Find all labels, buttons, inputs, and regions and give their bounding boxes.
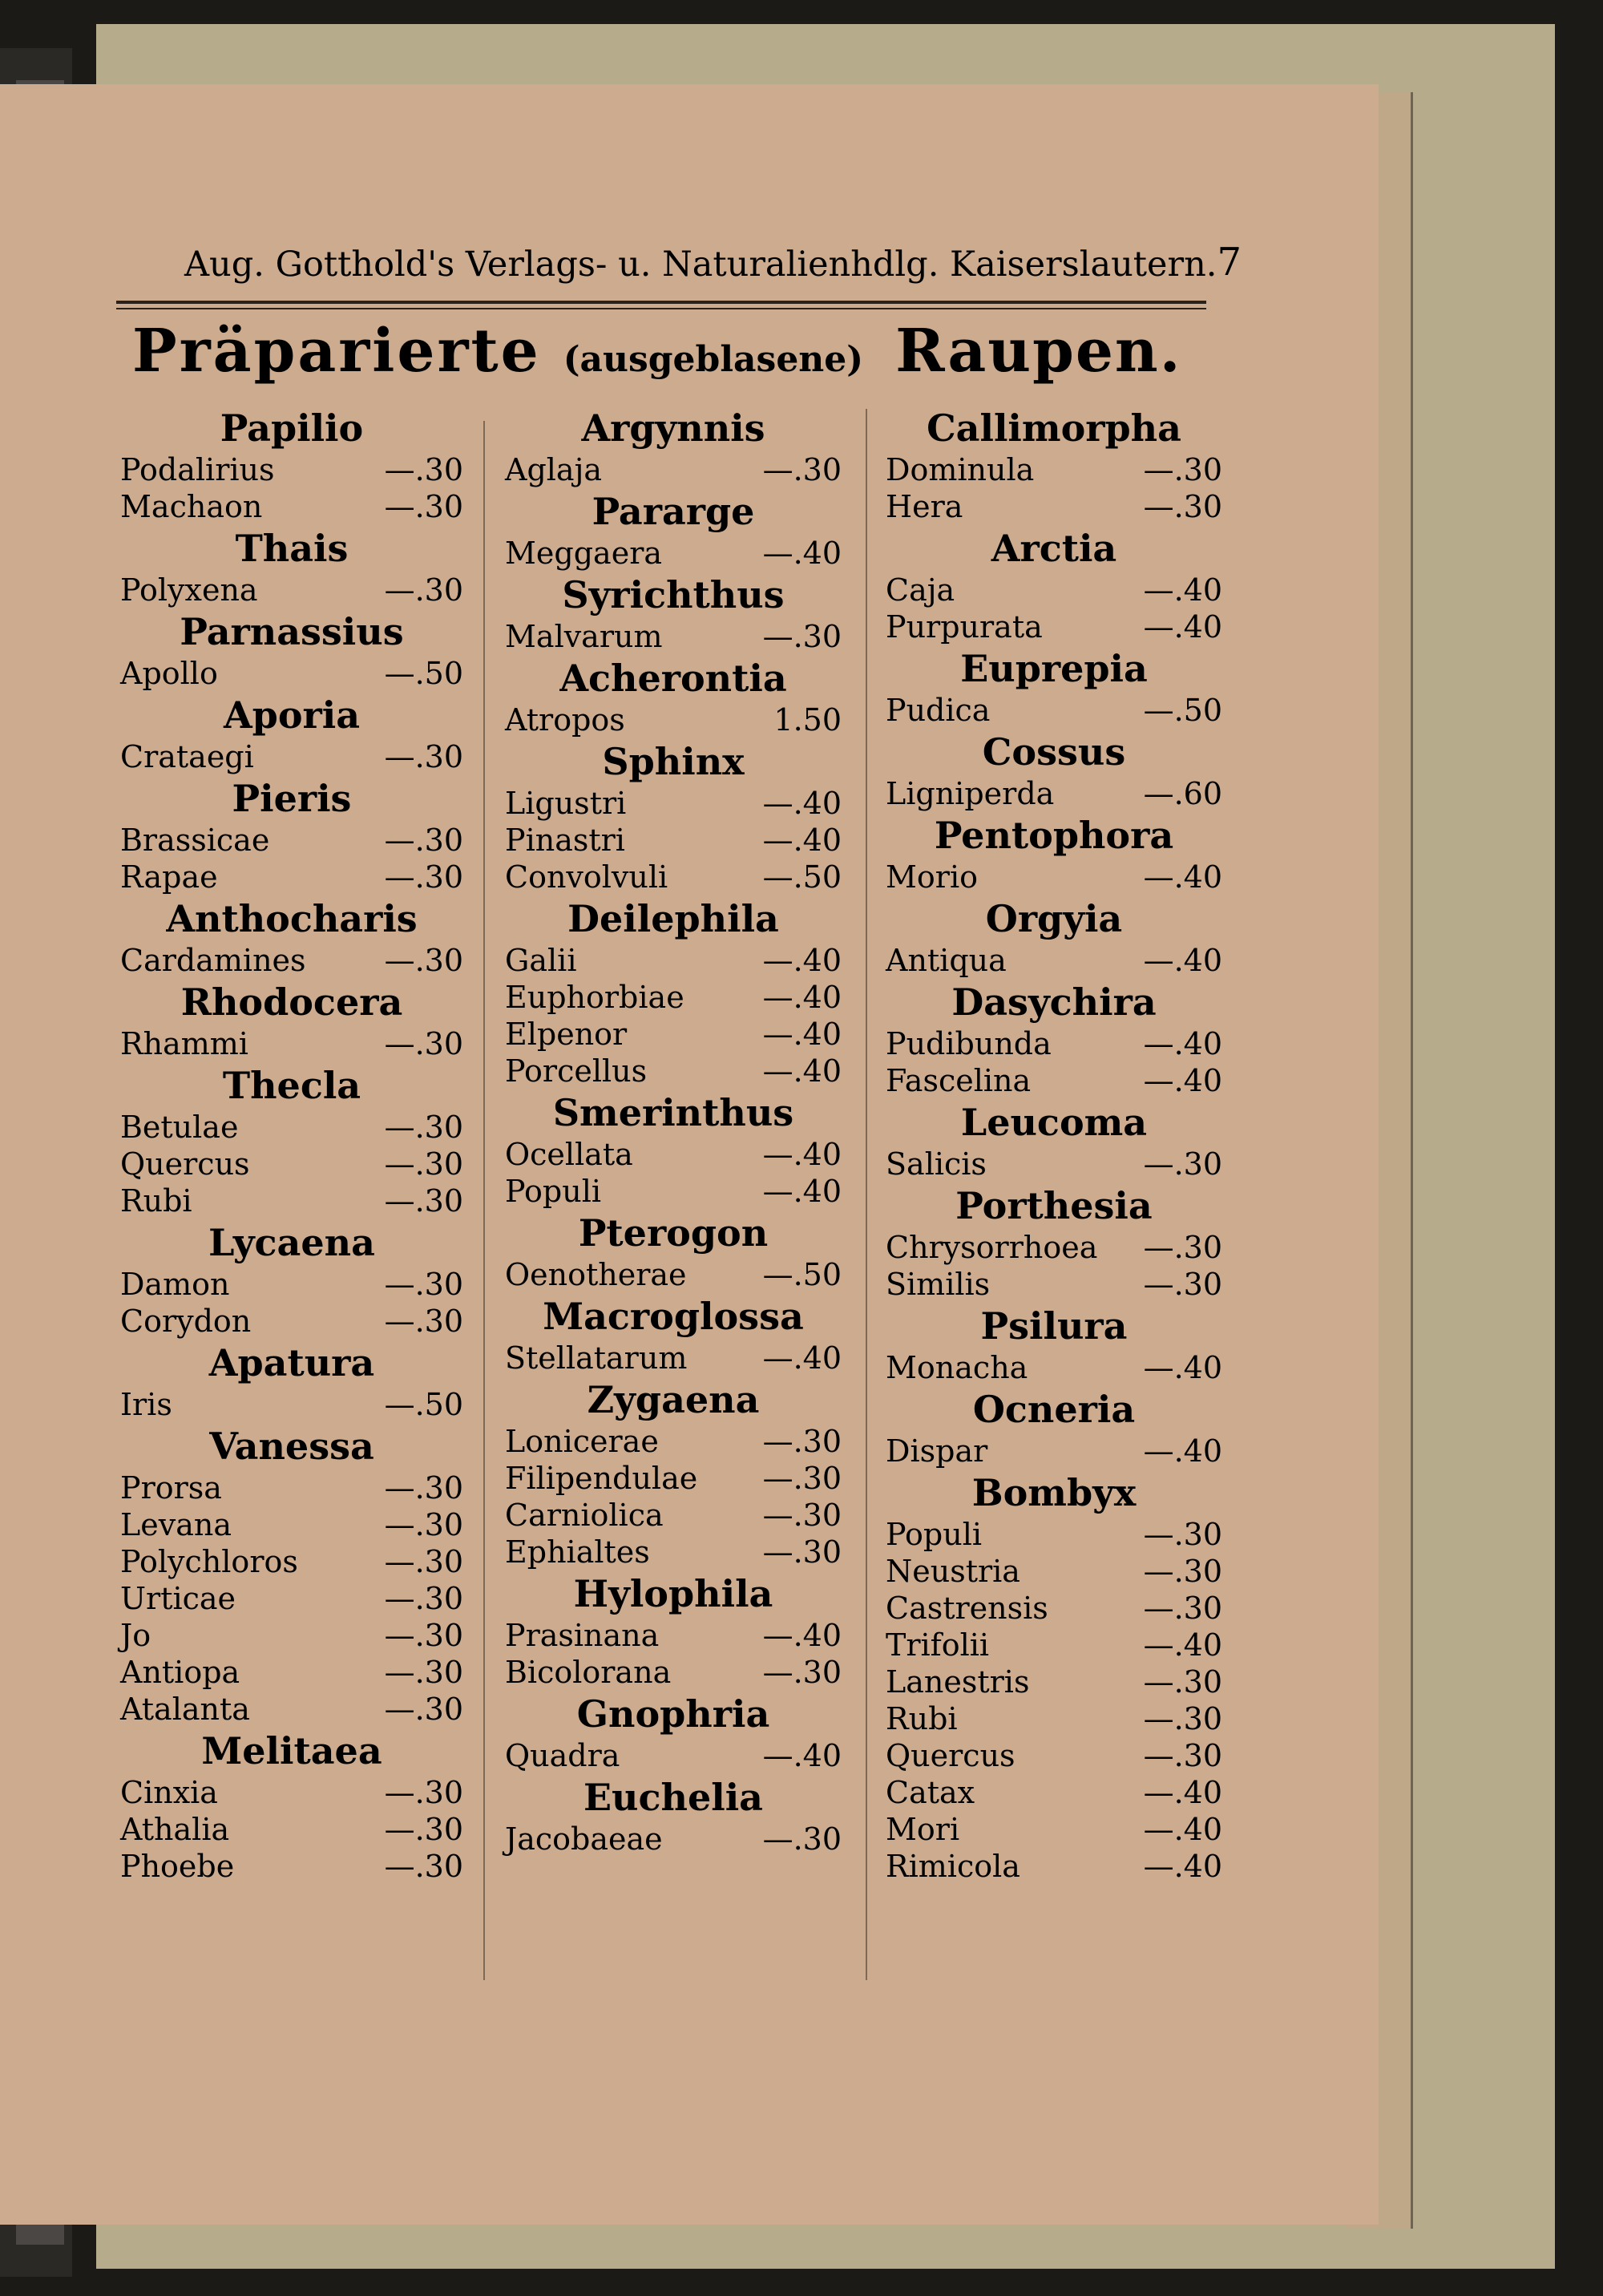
species-row	[120, 1654, 463, 1691]
species-name: Trifolii	[886, 1627, 990, 1663]
species-row	[886, 942, 1222, 979]
species-row	[120, 1386, 463, 1423]
species-row	[120, 1109, 463, 1146]
species-row	[120, 1811, 463, 1848]
species-row	[886, 451, 1222, 488]
species-name: Hera	[886, 489, 963, 524]
species-name: Fascelina	[886, 1063, 1032, 1098]
species-price: —.30	[384, 1849, 463, 1884]
species-name: Rhammi	[120, 1026, 248, 1061]
species-price: —.40	[1143, 943, 1222, 978]
species-name: Catax	[886, 1775, 975, 1810]
title-main: Präparierte	[132, 317, 541, 386]
species-row	[886, 1774, 1222, 1811]
genus-heading: Hylophila	[573, 1572, 773, 1615]
species-price: —.30	[384, 1775, 463, 1810]
species-row	[120, 1543, 463, 1580]
species-price: —.40	[1143, 859, 1222, 895]
species-price: —.40	[1143, 1063, 1222, 1098]
species-price: —.30	[384, 1692, 463, 1727]
species-price: —.30	[384, 1026, 463, 1061]
species-name: Cinxia	[120, 1775, 218, 1810]
genus-heading: Anthocharis	[166, 897, 418, 940]
species-price: —.40	[1143, 1627, 1222, 1663]
species-row	[505, 785, 842, 822]
species-name: Quercus	[886, 1738, 1016, 1773]
genus-heading: Parnassius	[180, 610, 404, 653]
species-price: —.30	[384, 1183, 463, 1219]
species-row	[886, 775, 1222, 812]
species-row	[505, 701, 842, 738]
species-row	[505, 979, 842, 1016]
species-name: Carniolica	[505, 1498, 664, 1533]
species-name: Atropos	[505, 702, 625, 738]
species-price: —.40	[1143, 572, 1222, 608]
species-row	[886, 1737, 1222, 1774]
species-row	[886, 1700, 1222, 1737]
price-column-1	[120, 405, 463, 1885]
genus-heading: Argynnis	[581, 406, 765, 450]
species-price: —.30	[762, 1821, 842, 1857]
genus-heading: Euchelia	[583, 1776, 763, 1819]
species-name: Cardamines	[120, 943, 306, 978]
species-name: Aglaja	[505, 452, 603, 487]
species-price: —.30	[762, 452, 842, 487]
species-name: Populi	[886, 1517, 983, 1552]
species-price: —.40	[762, 943, 842, 978]
species-name: Elpenor	[505, 1017, 628, 1052]
species-name: Urticae	[120, 1581, 236, 1616]
species-row	[120, 655, 463, 692]
running-header	[184, 236, 1242, 285]
species-name: Ligustri	[505, 786, 627, 821]
species-price: —.40	[762, 1017, 842, 1052]
species-name: Jo	[120, 1618, 151, 1653]
species-price: —.30	[384, 1267, 463, 1302]
genus-heading: Rhodocera	[180, 980, 403, 1024]
species-name: Betulae	[120, 1110, 239, 1145]
species-row	[120, 1580, 463, 1617]
species-price: —.50	[762, 859, 842, 895]
species-price: —.30	[762, 1424, 842, 1459]
column-divider	[483, 421, 485, 1980]
species-name: Castrensis	[886, 1591, 1048, 1626]
species-price: —.50	[1143, 693, 1222, 728]
species-name: Crataegi	[120, 739, 254, 774]
species-price: —.30	[762, 1461, 842, 1496]
species-name: Athalia	[120, 1812, 230, 1847]
species-price: —.30	[384, 1618, 463, 1653]
species-price: —.30	[1143, 1554, 1222, 1589]
species-price: —.40	[1143, 1433, 1222, 1469]
species-row	[505, 1173, 842, 1210]
species-name: Euphorbiae	[505, 980, 684, 1015]
genus-heading: Bombyx	[971, 1471, 1137, 1514]
species-row	[886, 1349, 1222, 1386]
species-row	[505, 1423, 842, 1460]
species-row	[886, 1627, 1222, 1663]
genus-heading: Pterogon	[578, 1211, 769, 1255]
species-price: —.30	[384, 1581, 463, 1616]
species-row	[120, 1774, 463, 1811]
species-name: Populi	[505, 1174, 602, 1209]
species-price: —.30	[1143, 1517, 1222, 1552]
species-row	[505, 859, 842, 895]
species-name: Bicolorana	[505, 1655, 672, 1690]
genus-heading: Leucoma	[960, 1101, 1148, 1144]
species-row	[886, 1229, 1222, 1266]
species-name: Phoebe	[120, 1849, 235, 1884]
species-price: —.30	[1143, 489, 1222, 524]
species-name: Rimicola	[886, 1849, 1020, 1884]
genus-heading: Deilephila	[567, 897, 779, 940]
species-row	[886, 1433, 1222, 1469]
genus-heading: Sphinx	[602, 740, 745, 783]
species-price: —.30	[384, 1110, 463, 1145]
species-name: Chrysorrhoea	[886, 1230, 1098, 1265]
genus-heading: Aporia	[223, 693, 361, 737]
species-name: Lonicerae	[505, 1424, 659, 1459]
species-price: —.30	[762, 1498, 842, 1533]
species-price: —.30	[384, 823, 463, 858]
species-row	[886, 488, 1222, 525]
species-name: Damon	[120, 1267, 230, 1302]
species-row	[120, 1303, 463, 1340]
title-sub: (ausgeblasene)	[563, 339, 864, 380]
species-row	[505, 822, 842, 859]
genus-heading: Gnophria	[576, 1692, 770, 1736]
species-name: Convolvuli	[505, 859, 668, 895]
species-row	[505, 1460, 842, 1497]
species-price: —.30	[384, 943, 463, 978]
species-row	[120, 1691, 463, 1728]
genus-heading: Dasychira	[951, 980, 1157, 1024]
species-name: Dominula	[886, 452, 1035, 487]
species-row	[120, 738, 463, 775]
species-row	[505, 451, 842, 488]
species-name: Antiopa	[120, 1655, 240, 1690]
genus-heading: Apatura	[208, 1341, 375, 1384]
species-price: —.50	[384, 656, 463, 691]
genus-heading: Lycaena	[208, 1221, 375, 1264]
species-price: —.40	[762, 786, 842, 821]
species-row	[886, 1146, 1222, 1182]
species-name: Pudibunda	[886, 1026, 1052, 1061]
species-name: Rubi	[120, 1183, 192, 1219]
species-name: Jacobaeae	[505, 1821, 663, 1857]
species-row	[120, 942, 463, 979]
species-price: —.40	[1143, 609, 1222, 645]
species-price: —.40	[762, 1137, 842, 1172]
genus-heading: Callimorpha	[927, 406, 1181, 450]
species-name: Oenotherae	[505, 1257, 687, 1292]
species-name: Porcellus	[505, 1053, 648, 1089]
genus-heading: Smerinthus	[552, 1091, 794, 1134]
species-price: —.40	[1143, 1026, 1222, 1061]
genus-heading: Pentophora	[934, 814, 1174, 857]
species-name: Rubi	[886, 1701, 958, 1736]
species-price: —.60	[1143, 776, 1222, 811]
species-row	[505, 618, 842, 655]
species-row	[886, 1848, 1222, 1885]
species-row	[505, 1256, 842, 1293]
species-row	[886, 1663, 1222, 1700]
species-price: —.30	[1143, 1738, 1222, 1773]
species-name: Neustria	[886, 1554, 1020, 1589]
species-price: —.30	[384, 1655, 463, 1690]
species-name: Pudica	[886, 693, 991, 728]
species-name: Monacha	[886, 1350, 1028, 1385]
species-price: —.30	[384, 452, 463, 487]
species-row	[505, 1737, 842, 1774]
species-price: —.30	[384, 572, 463, 608]
genus-heading: Orgyia	[985, 897, 1123, 940]
species-row	[505, 1136, 842, 1173]
species-price: —.30	[1143, 1267, 1222, 1302]
species-row	[886, 572, 1222, 608]
species-row	[886, 1811, 1222, 1848]
species-price: —.30	[1143, 1146, 1222, 1182]
species-name: Quercus	[120, 1146, 250, 1182]
page-title	[132, 317, 1230, 405]
species-row	[120, 1025, 463, 1062]
genus-heading: Melitaea	[201, 1729, 382, 1773]
species-price: —.40	[762, 823, 842, 858]
species-row	[120, 1266, 463, 1303]
species-name: Polychloros	[120, 1544, 298, 1579]
species-row	[505, 942, 842, 979]
genus-heading: Pieris	[232, 777, 352, 820]
species-price: —.40	[1143, 1849, 1222, 1884]
genus-heading: Arctia	[991, 527, 1117, 570]
species-row	[120, 451, 463, 488]
species-name: Podalirius	[120, 452, 275, 487]
species-price: —.30	[762, 619, 842, 654]
species-name: Rapae	[120, 859, 218, 895]
genus-heading: Papilio	[220, 406, 364, 450]
price-column-2	[505, 405, 842, 1857]
species-row	[505, 1016, 842, 1053]
species-name: Malvarum	[505, 619, 663, 654]
species-name: Prorsa	[120, 1470, 222, 1506]
species-name: Ocellata	[505, 1137, 633, 1172]
genus-heading: Euprepia	[960, 647, 1148, 690]
species-row	[886, 1025, 1222, 1062]
species-price: —.40	[762, 980, 842, 1015]
species-price: —.40	[762, 1174, 842, 1209]
species-row	[120, 822, 463, 859]
species-price: 1.50	[773, 702, 842, 738]
species-price: —.30	[762, 1534, 842, 1570]
title-end: Raupen.	[895, 317, 1182, 386]
genus-heading: Acherontia	[559, 657, 787, 700]
species-name: Stellatarum	[505, 1340, 688, 1376]
species-price: —.30	[384, 859, 463, 895]
species-name: Polyxena	[120, 572, 258, 608]
species-row	[886, 608, 1222, 645]
genus-heading: Zygaena	[587, 1378, 760, 1421]
species-price: —.30	[1143, 1701, 1222, 1736]
species-row	[886, 692, 1222, 729]
species-price: —.30	[384, 739, 463, 774]
species-name: Similis	[886, 1267, 991, 1302]
species-name: Meggaera	[505, 536, 663, 571]
genus-heading: Thecla	[222, 1064, 361, 1107]
species-price: —.40	[762, 1738, 842, 1773]
species-price: —.40	[762, 1618, 842, 1653]
species-price: —.30	[384, 1304, 463, 1339]
species-row	[505, 535, 842, 572]
species-price: —.30	[384, 1812, 463, 1847]
species-row	[505, 1053, 842, 1089]
species-name: Pinastri	[505, 823, 625, 858]
species-name: Machaon	[120, 489, 263, 524]
genus-heading: Cossus	[982, 730, 1126, 774]
species-name: Lanestris	[886, 1664, 1030, 1700]
species-name: Dispar	[886, 1433, 988, 1469]
species-price: —.30	[1143, 1664, 1222, 1700]
genus-heading: Syrichthus	[562, 573, 785, 616]
species-row	[886, 859, 1222, 895]
species-price: —.30	[384, 1544, 463, 1579]
species-price: —.30	[384, 1146, 463, 1182]
species-name: Quadra	[505, 1738, 620, 1773]
species-row	[505, 1340, 842, 1376]
species-name: Brassicae	[120, 823, 270, 858]
genus-heading: Macroglossa	[543, 1295, 804, 1338]
species-price: —.30	[762, 1655, 842, 1690]
species-row	[120, 1506, 463, 1543]
species-price: —.50	[384, 1387, 463, 1422]
genus-heading: Psilura	[980, 1304, 1128, 1348]
species-price: —.30	[1143, 1230, 1222, 1265]
species-name: Mori	[886, 1812, 960, 1847]
species-name: Corydon	[120, 1304, 252, 1339]
species-price: —.30	[1143, 1591, 1222, 1626]
species-name: Levana	[120, 1507, 232, 1542]
species-price: —.40	[762, 1340, 842, 1376]
species-row	[120, 1469, 463, 1506]
species-name: Prasinana	[505, 1618, 660, 1653]
species-row	[505, 1534, 842, 1570]
species-row	[120, 488, 463, 525]
species-price: —.40	[1143, 1812, 1222, 1847]
publisher-line: Aug. Gotthold's Verlags- u. Naturalienhdlg. Kaiserslautern.	[184, 245, 1217, 285]
species-price: —.30	[384, 489, 463, 524]
species-row	[505, 1821, 842, 1857]
species-name: Purpurata	[886, 609, 1043, 645]
species-row	[886, 1062, 1222, 1099]
species-price: —.40	[762, 1053, 842, 1089]
species-price: —.40	[1143, 1350, 1222, 1385]
species-row	[886, 1266, 1222, 1303]
genus-heading: Porthesia	[955, 1184, 1153, 1227]
header-rule-thin	[116, 308, 1206, 309]
species-name: Caja	[886, 572, 955, 608]
species-name: Salicis	[886, 1146, 987, 1182]
species-row	[120, 859, 463, 895]
species-row	[120, 1848, 463, 1885]
genus-heading: Vanessa	[209, 1425, 374, 1468]
species-row	[505, 1497, 842, 1534]
price-column-3	[886, 405, 1222, 1885]
species-row	[886, 1553, 1222, 1590]
genus-heading: Pararge	[592, 490, 755, 533]
species-row	[505, 1617, 842, 1654]
species-name: Ephialtes	[505, 1534, 650, 1570]
species-name: Iris	[120, 1387, 172, 1422]
species-price: —.30	[1143, 452, 1222, 487]
page-number: 7	[1217, 240, 1242, 285]
column-divider	[866, 409, 867, 1980]
species-name: Ligniperda	[886, 776, 1055, 811]
species-name: Filipendulae	[505, 1461, 698, 1496]
genus-heading: Ocneria	[972, 1388, 1136, 1431]
species-name: Apollo	[120, 656, 218, 691]
species-price: —.30	[384, 1470, 463, 1506]
header-rule	[116, 301, 1206, 304]
species-row	[120, 1182, 463, 1219]
species-name: Atalanta	[120, 1692, 250, 1727]
species-name: Galii	[505, 943, 577, 978]
species-name: Antiqua	[886, 943, 1007, 978]
species-row	[120, 1146, 463, 1182]
species-row	[120, 1617, 463, 1654]
species-row	[886, 1590, 1222, 1627]
species-price: —.40	[762, 536, 842, 571]
species-price: —.50	[762, 1257, 842, 1292]
genus-heading: Thais	[235, 527, 349, 570]
species-price: —.30	[384, 1507, 463, 1542]
species-price: —.40	[1143, 1775, 1222, 1810]
species-name: Morio	[886, 859, 978, 895]
species-row	[886, 1516, 1222, 1553]
species-row	[120, 572, 463, 608]
species-row	[505, 1654, 842, 1691]
